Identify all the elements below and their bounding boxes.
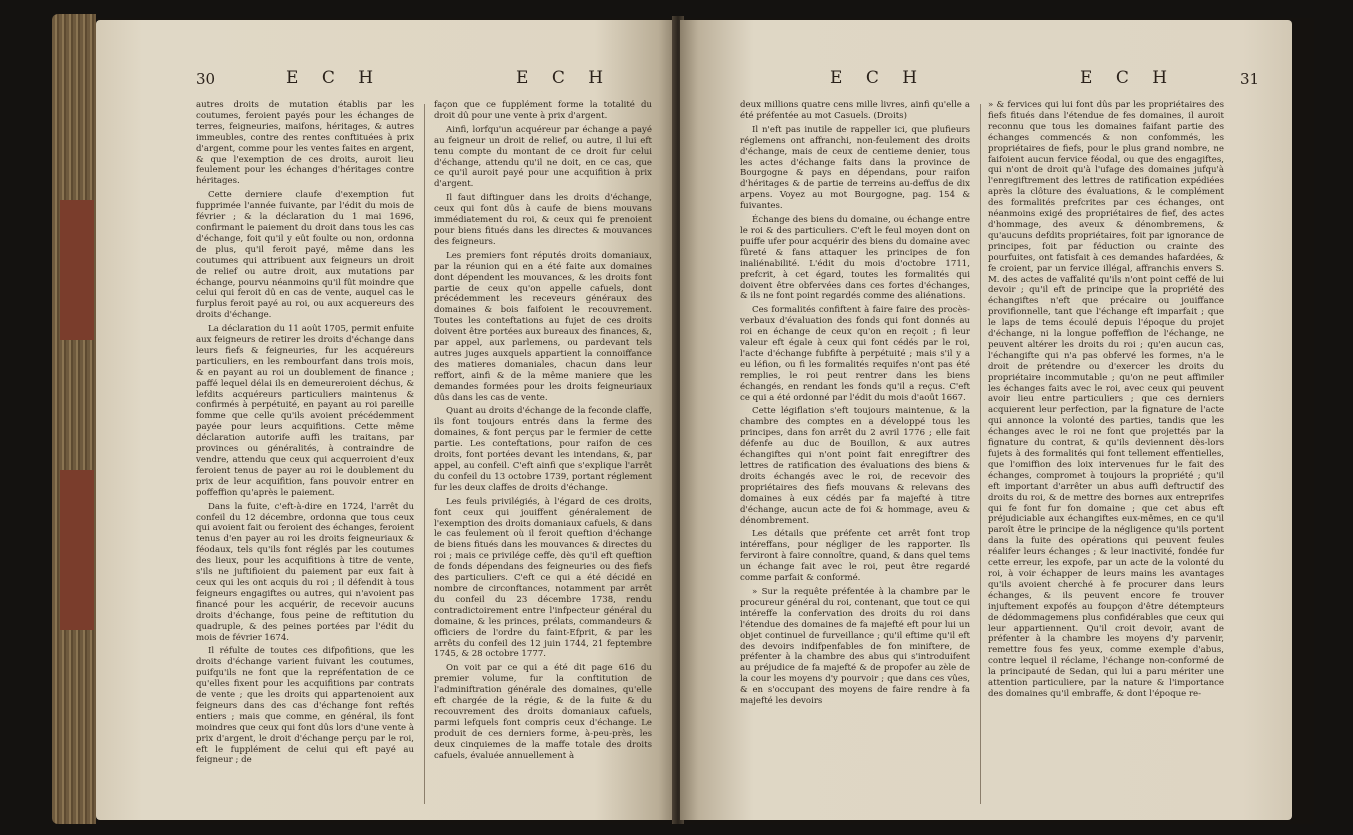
paragraph: Il réfulte de toutes ces difpofitions, que les droits d'échange varient fuivant les coutumes, puifqu'ils ne font que la repréfentation de ce qu'elles fixent pour les acquifitions par contrats de vente ; que les droits qui appartenoient aux feigneurs dans des cas d'échange font reftés entiers ; mais que comme, en général, ils font moindres que ceux qui font dûs lors d'une vente à prix d'argent, le droit d'échange perçu par le roi, eft le fupplément de celui qui eft payé au feigneur ; de — [196, 646, 414, 766]
paragraph: Les premiers font réputés droits domaniaux, par la réunion qui en a été faite aux domaines dont dépendent les mouvances, & les droits font partie de ceux qu'on appelle cafuels, dont précédemment les receveurs généraux des domaines & bois faifoient le recouvrement. Toutes les conteftations au fujet de ces droits doivent être portées aux bureaux des finances, &, par appel, aux parlemens, ou pardevant tels autres juges auxquels appartient la connoiffance des matieres domaniales, chacun dans leur reffort, ainfi & de la même maniere que les demandes formées pour les droits feigneuriaux dûs dans les cas de vente. — [434, 250, 652, 403]
paragraph: Cette légiflation s'eft toujours maintenue, & la chambre des comptes en a développé tous les principes, dans fon arrêt du 2 avril 1776 ; elle fait défenfe au duc de Bouillon, & aux autres échangiftes qui n'ont point fait enregiftrer des lettres de ratification des évaluations des biens & droits échangés avec le roi, de recevoir des propriétaires des fiefs mouvans & relevans des domaines à eux cédés par fa majefté à titre d'échange, aucun acte de foi & hommage, aveu & dénombrement. — [740, 406, 970, 526]
paragraph: Il n'eft pas inutile de rappeller ici, que plufieurs réglemens ont affranchi, non-feulement des droits d'échange, mais de ceux de centieme denier, tous les actes d'échange faits dans la province de Bourgogne & pays en dépendans, pour raifon d'héritages & de partie de terreins au-deffus de dix arpens. Voyez au mot Bourgogne, pag. 154 & fuivantes. — [740, 124, 970, 212]
paragraph: Cette derniere claufe d'exemption fut fupprimée l'année fuivante, par l'édit du mois de février ; & la déclaration du 1 mai 1696, confirmant le paiement du droit dans tous les cas d'échange, foit qu'il y eût foulte ou non, ordonna de plus, qu'il feroit payé, même dans les coutumes qui attribuent aux feigneurs un droit de relief ou autre droit, aux mutations par échange, pourvu néanmoins qu'il fût moindre que celui qui feroit dû en cas de vente, auquel cas le furplus feroit payé au roi, ou aux acquereurs des droits d'échange. — [196, 190, 414, 321]
paragraph: Ainfi, lorfqu'un acquéreur par échange a payé au feigneur un droit de relief, ou autre, il lui eft tenu compte du montant de ce droit fur celui d'échange, attendu qu'il ne doit, en ce cas, que ce qu'il auroit payé pour une acquifition à prix d'argent. — [434, 124, 652, 190]
left-page — [96, 20, 676, 820]
paragraph: Les détails que préfente cet arrêt font trop intéreffans, pour négliger de les rapporter. Ils ferviront à faire connoître, quand, & dans quel tems un échange fait avec le roi, peut être regardé comme parfait & conformé. — [740, 529, 970, 584]
text-column-1 — [740, 100, 970, 710]
running-head: E C H — [516, 68, 613, 88]
paragraph: Il faut diftinguer dans les droits d'échange, ceux qui font dûs à caufe de biens mouvans immédiatement du roi, & ceux qui fe prenoient pour biens fitués dans les directes & mouvances des feigneurs. — [434, 193, 652, 247]
running-head: E C H — [1080, 68, 1177, 88]
running-head: E C H — [286, 68, 383, 88]
paragraph: On voit par ce qui a été dit page 616 du premier volume, fur la conftitution de l'adminiftration générale des domaines, qu'elle eft chargée de la régie, & de la fuite & du recouvrement des droits domaniaux cafuels, parmi lefquels font compris ceux d'échange. Le produit de ces derniers forme, à-peu-près, les deux cinquiemes de la maffe totale des droits cafuels, évaluée annuellement à — [434, 663, 652, 761]
text-column-1 — [196, 100, 414, 769]
paragraph: Quant au droits d'échange de la feconde claffe, ils font toujours entrés dans la ferme des domaines, & font perçus par le fermier de cette partie. Les conteftations, pour raifon de ces droits, font portées devant les intendans, &, par appel, au confeil. C'eft ainfi que s'explique l'arrêt du confeil du 13 octobre 1739, portant réglement fur les deux claffes de droits d'échange. — [434, 406, 652, 493]
book-edge — [52, 14, 96, 824]
page-number: 30 — [196, 70, 216, 88]
running-head: E C H — [830, 68, 927, 88]
page-number: 31 — [1240, 70, 1260, 88]
paragraph: façon que ce fupplément forme la totalité du droit dû pour une vente à prix d'argent. — [434, 100, 652, 121]
paragraph: deux millions quatre cens mille livres, ainfi qu'elle a été préfentée au mot Casuels. (Droits) — [740, 100, 970, 121]
paragraph: Les feuls privilégiés, à l'égard de ces droits, font ceux qui jouiffent généralement de l'exemption des droits domaniaux cafuels, & dans le cas feulement où il feroit queftion d'échange de biens fitués dans les mouvances & directes du roi ; mais ce privilége ceffe, dès qu'il eft queftion de fonds dépendans des feigneuries ou des fiefs des particuliers. C'eft ce qui a été décidé en nombre de circonftances, notamment par arrêt du confeil du 23 décembre 1738, rendu contradictoirement entre l'infpecteur général du domaine, & les princes, prélats, commandeurs & officiers de l'ordre du faint-Efprit, & par les arrêts du confeil des 12 juin 1744, 21 feptembre 1745, & 28 octobre 1777. — [434, 496, 652, 660]
right-page — [680, 20, 1292, 820]
paragraph: La déclaration du 11 août 1705, permit enfuite aux feigneurs de retirer les droits d'échange dans leurs fiefs & feigneuries, fur les acquéreurs particuliers, en les rembourfant dans trois mois, & en payant au roi un doublement de finance ; paffé lequel délai ils en demeureroient déchus, & lefdits acquéreurs particuliers maintenus & confirmés à perpétuité, en payant au roi pareille fomme que celle qu'ils avoient précédemment payée pour leurs acquifitions. Cette même déclaration autorife auffi les traitans, par provinces ou généralités, à contraindre de vendre, attendu que ceux qui acquerroient d'eux feroient tenus de payer au roi le doublement du prix de leur acquifition, fans pouvoir entrer en poffeffion qu'après le paiement. — [196, 324, 414, 498]
paragraph: autres droits de mutation établis par les coutumes, feroient payés pour les échanges de terres, feigneuries, maifons, héritages, & autres immeubles, contre des rentes conftituées à prix d'argent, comme pour les ventes faites en argent, & que l'exemption de ces droits, auroit lieu feulement pour les échanges d'héritages contre héritages. — [196, 100, 414, 187]
column-rule — [980, 104, 981, 804]
paragraph: Ces formalités confiftent à faire faire des procès-verbaux d'évaluation des fonds qui font donnés au roi en échange de ceux qu'on en reçoit ; fi leur valeur eft égale à ceux qui font cédés par le roi, l'acte d'échange fubfifte à perpétuité ; mais s'il y a eu léfion, ou fi les formalités requifes n'ont pas été remplies, le roi peut rentrer dans les biens échangés, en rendant les fonds qu'il a reçus. C'eft ce qui a été ordonné par l'édit du mois d'août 1667. — [740, 305, 970, 403]
text-column-2 — [434, 100, 652, 764]
column-rule — [424, 104, 425, 804]
binding-strip — [60, 470, 94, 630]
text-column-2 — [988, 100, 1224, 703]
paragraph: » & fervices qui lui font dûs par les propriétaires des fiefs fitués dans l'étendue de fes domaines, il auroit reconnu que tous les domaines faifant partie des échanges commencés & non confommés, les propriétaires de fiefs, pour le plus grand nombre, ne faifoient aucun fervice féodal, ou que des engagiftes, qui n'ont de droit qu'à l'ufage des domaines jufqu'à l'enregiftrement des lettres de ratification expédiées après la clôture des évaluations, & le complément des formalités prefcrites par ces échanges, ont néanmoins exigé des propriétaires de fief, des actes d'hommage, des aveux & dénombremens, & qu'aucuns defdits propriétaires, foit par ignorance de principes, foit par féduction ou crainte des pourfuites, ont fatisfait à ces demandes hafardées, & fe croient, par un fervice illégal, affranchis envers S. M. des actes de vaffalité qu'ils n'ont point ceffé de lui devoir ; qu'il eft de principe que la propriété des échangiftes n'eft que précaire ou jouiffance provifionnelle, tant que l'échange eft imparfait ; que le laps de tems écoulé depuis l'époque du projet d'échange, ni la longue poffeffion de l'échange, ne peuvent altérer les droits du roi ; qu'en aucun cas, l'échangifte qui n'a pas obfervé les formes, n'a le droit de prétendre ou d'exercer les droits du propriétaire incommutable ; qu'on ne peut affimiler les échanges faits avec le roi, avec ceux qui peuvent avoir lieu entre particuliers ; que ces derniers acquierent leur perfection, par la fignature de l'acte qui annonce la volonté des parties, tandis que les échanges avec le roi ne font que projettés par la fignature du contrat, & qu'ils deviennent dès-lors fujets à des formalités qui font tellement effentielles, que l'omiffion des loix intervenues fur le fait des échanges, compromet à toujours la propriété ; qu'il eft important d'arrêter un abus auffi deftructif des droits du roi, & de mettre des bornes aux entreprifes qui fe font fur fon domaine ; que cet abus eft préjudiciable aux échangiftes eux-mêmes, en ce qu'il paroît être le principe de la négligence qu'ils portent dans la fuite des opérations qui peuvent feules réalifer leurs échanges ; & leur inactivité, fondée fur cette erreur, les expofe, par un acte de la volonté du roi, à voir échapper de leurs mains les avantages qu'ils avoient cherché à fe procurer dans leurs échanges, & ils peuvent encore fe trouver injuftement expofés au foupçon d'être détempteurs de dédommagemens plus confidérables que ceux qui leur appartiennent. Qu'il croit devoir, avant de préfenter à la chambre les moyens d'y parvenir, remettre fous fes yeux, comme exemple d'abus, contre lequel il réclame, l'échange non-conformé de la principauté de Sedan, qui lui a paru mériter une attention particuliere, par la nature & l'importance des domaines qu'il embraffe, & dont l'époque re- — [988, 100, 1224, 699]
paragraph: Échange des biens du domaine, ou échange entre le roi & des particuliers. C'eft le feul moyen dont on puiffe ufer pour acquérir des biens du domaine avec fûreté & fans attaquer les principes de fon inaliénabilité. L'édit du mois d'octobre 1711, prefcrit, à cet égard, toutes les formalités qui doivent être obfervées dans ces fortes d'échanges, & ils ne font point regardés comme des aliénations. — [740, 215, 970, 302]
paragraph: » Sur la requête préfentée à la chambre par le procureur général du roi, contenant, que tout ce qui intéreffe la confervation des droits du roi dans l'étendue des domaines de fa majefté eft pour lui un objet continuel de furveillance ; qu'il eftime qu'il eft des devoirs indifpenfables de fon miniftere, de préfenter à la chambre des abus qui s'introduifent au préjudice de fa majefté & de propofer au zèle de la cour les moyens d'y pourvoir ; que dans ces vûes, & en s'occupant des moyens de faire rendre à fa majefté les devoirs — [740, 586, 970, 707]
binding-strip — [60, 200, 94, 340]
paragraph: Dans la fuite, c'eft-à-dire en 1724, l'arrêt du confeil du 12 décembre, ordonna que tous ceux qui avoient fait ou feroient des échanges, feroient tenus d'en payer au roi les droits feigneuriaux & féodaux, tels qu'ils font réglés par les coutumes des lieux, pour les acquifitions à titre de vente, s'ils ne juftifioient du paiement par eux fait à ceux qui les ont acquis du roi ; il défendit à tous feigneurs engagiftes ou autres, qui n'avoient pas financé pour les acquérir, de recevoir aucuns droits d'échange, fous peine de reftitution du quadruple, & des peines portées par l'édit du mois de février 1674. — [196, 501, 414, 643]
